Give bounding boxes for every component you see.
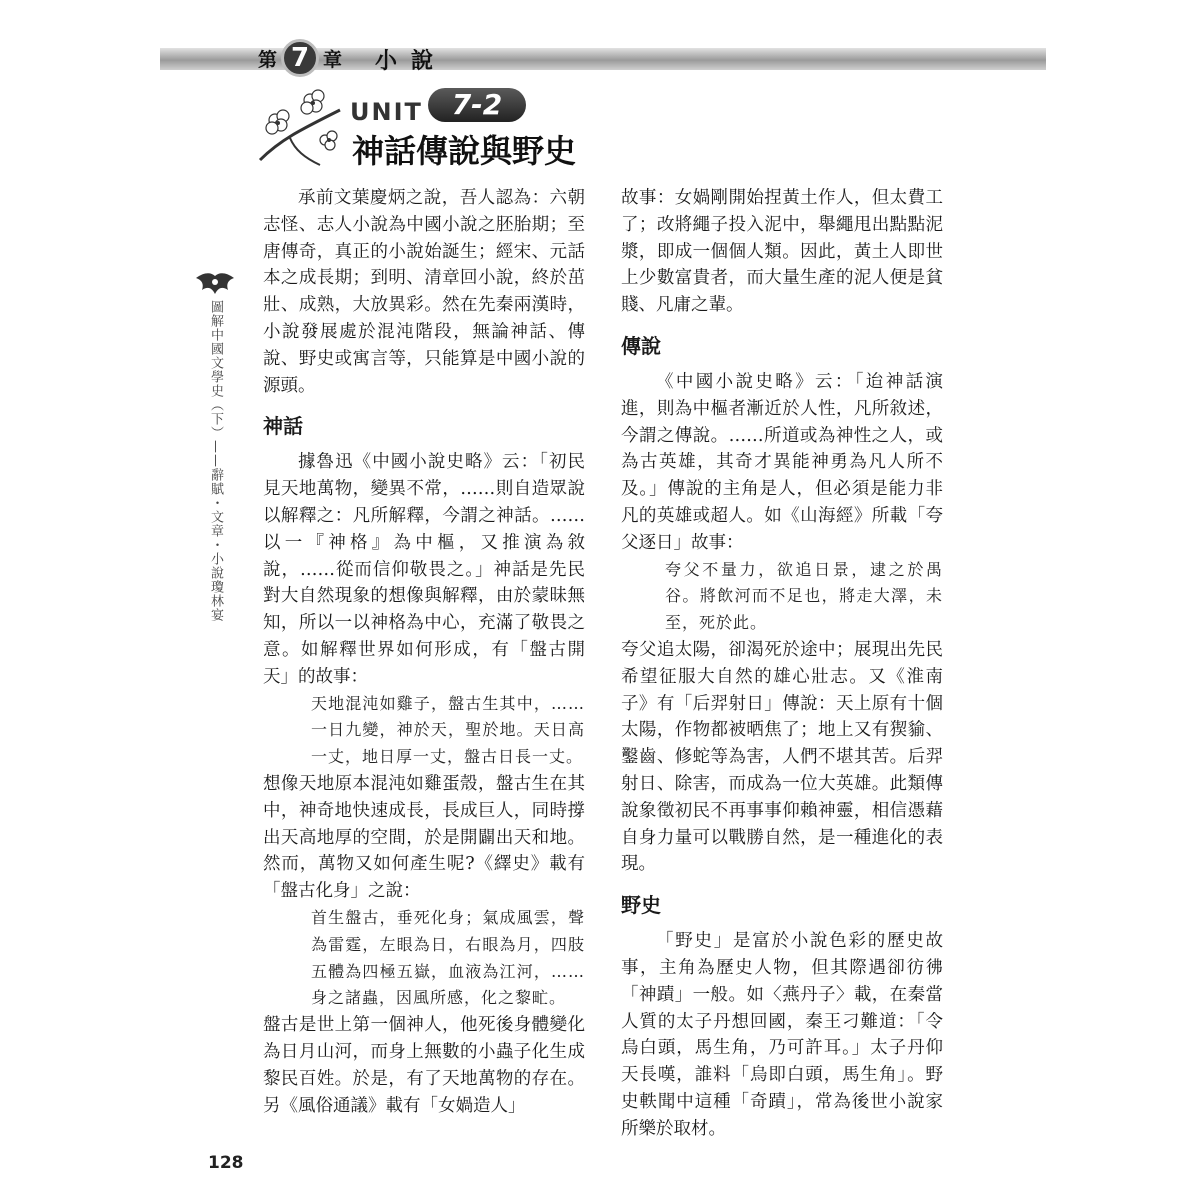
chapter-label: [258, 38, 342, 78]
unofficial-history-paragraph: 「野史」是富於小說色彩的歷史故事，主角為歷史人物，但其際遇卻彷彿「神蹟」一般。如〈燕丹子〉載，在秦當人質的太子丹想回國，秦王刁難道：「令烏白頭，馬生角，乃可許耳。」太子丹仰天長嘆，誰料「烏即白頭，馬生角」。野史軼聞中這種「奇蹟」，常為後世小說家所樂於取材。: [621, 931, 943, 1139]
plum-blossom-icon: [250, 80, 350, 175]
quote-pangu-transformation: 首生盤古，垂死化身；氣成風雲，聲為雷霆，左眼為日，右眼為月，四肢五體為四極五嶽，血液為江河，……身之諸蟲，因風所感，化之黎甿。: [311, 907, 585, 1008]
book-title-side-rail: 圖解中國文學史（下）——辭賦・文章・小說瓊林宴: [208, 300, 223, 622]
chapter-prefix: 第: [258, 48, 278, 71]
legend-paragraph-1: 《中國小說史略》云：「迨神話演進，則為中樞者漸近於人性，凡所敘述，今謂之傳說。……所道或為神性之人，或為古英雄，其奇才異能神勇為凡人所不及。」傳說的主角是人，但必須是能力非凡的英雄或超人。如《山海經》所載「夸父逐日」故事：: [621, 371, 943, 553]
unit-number-badge: 7-2: [428, 88, 526, 122]
myth-paragraph-continued: 故事：女媧剛開始捏黃土作人，但太費工了；改將繩子投入泥中，舉繩甩出點點泥漿，即成一個個人類。因此，黃土人即世上少數富貴者，而大量生產的泥人便是貧賤、凡庸之輩。: [621, 188, 943, 316]
chapter-number-badge: 7: [281, 39, 319, 77]
quote-pangu-creation: 天地混沌如雞子，盤古生其中，……一日九變，神於天，聖於地。天日高一丈，地日厚一丈，盤古日長一丈。: [311, 693, 585, 767]
section-heading-myth: 神話: [263, 414, 303, 439]
bat-ornament-icon: [194, 270, 236, 296]
intro-paragraph: 承前文葉慶炳之說，吾人認為：六朝志怪、志人小說為中國小說之胚胎期；至唐傳奇，真正的小說始誕生；經宋、元話本之成長期；到明、清章回小說，終於茁壯、成熟，大放異彩。然在先秦兩漢時，小說發展處於混沌階段，無論神話、傳說、野史或寓言等，只能算是中國小說的源頭。: [263, 188, 585, 396]
right-column: [621, 185, 943, 1143]
myth-paragraph-2: 想像天地原本混沌如雞蛋殼，盤古生在其中，神奇地快速成長，長成巨人，同時撐出天高地厚的空間，於是開闢出天和地。然而，萬物又如何產生呢?《繹史》載有「盤古化身」之說：: [263, 773, 585, 902]
unit-label: UNIT: [350, 98, 423, 126]
unit-title: 神話傳說與野史: [352, 132, 577, 170]
section-heading-unofficial-history: 野史: [621, 893, 661, 918]
section-heading-legend: 傳說: [621, 333, 661, 358]
page-number: 128: [208, 1153, 244, 1173]
quote-kuafu: 夸父不量力，欲追日景，逮之於禺谷。將飲河而不足也，將走大澤，未至，死於此。: [665, 559, 943, 633]
chapter-suffix: 章: [323, 48, 343, 71]
myth-paragraph-1: 據魯迅《中國小說史略》云：「初民見天地萬物，變異不常，……則自造眾說以解釋之：凡所解釋，今謂之神話。……以一『神格』為中樞，又推演為敘說，……從而信仰敬畏之。」神話是先民對大自然現象的想像與解釋，由於蒙昧無知，所以一以神格為中心，充滿了敬畏之意。如解釋世界如何形成，有「盤古開天」的故事：: [263, 452, 585, 687]
left-column: [263, 185, 585, 1119]
chapter-title: 小說: [375, 49, 448, 74]
legend-paragraph-2: 夸父追太陽，卻渴死於途中；展現出先民希望征服大自然的雄心壯志。又《淮南子》有「后羿射日」傳說：天上原有十個太陽，作物都被晒焦了；地上又有猰貐、鑿齒、修蛇等為害，人們不堪其苦。后羿射日、除害，而成為一位大英雄。此類傳說象徵初民不再事事仰賴神靈，相信憑藉自身力量可以戰勝自然，是一種進化的表現。: [621, 639, 943, 875]
myth-paragraph-3: 盤古是世上第一個神人，他死後身體變化為日月山河，而身上無數的小蟲子化生成黎民百姓。於是，有了天地萬物的存在。另《風俗通議》載有「女媧造人」: [263, 1015, 585, 1116]
